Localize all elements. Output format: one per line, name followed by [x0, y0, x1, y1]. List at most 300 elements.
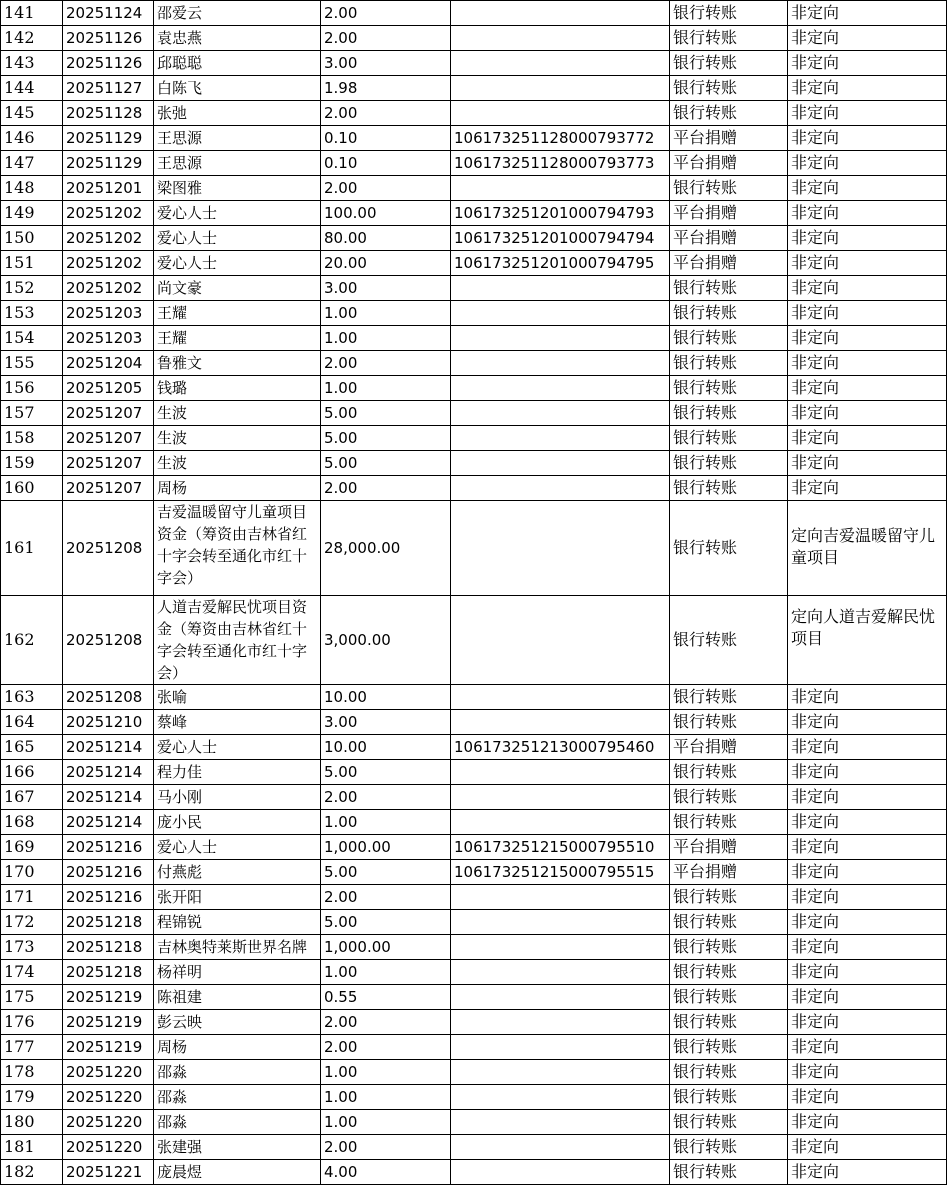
donation-type-cell: 非定向: [788, 101, 947, 126]
row-number-cell: 144: [1, 76, 63, 101]
amount-cell: 1.00: [321, 810, 451, 835]
donation-type-cell: 定向吉爱温暖留守儿童项目: [788, 501, 947, 596]
payment-method-cell: 银行转账: [670, 476, 788, 501]
table-row: [1, 810, 947, 835]
donation-type-cell: 非定向: [788, 251, 947, 276]
amount-cell: 3.00: [321, 276, 451, 301]
amount-cell: 10.00: [321, 685, 451, 710]
row-number-cell: 161: [1, 501, 63, 596]
row-number-cell: 175: [1, 985, 63, 1010]
reference-number-cell: [451, 426, 670, 451]
payment-method-cell: 银行转账: [670, 101, 788, 126]
date-cell: 20251207: [63, 476, 154, 501]
row-number-cell: 182: [1, 1160, 63, 1185]
row-number-cell: 159: [1, 451, 63, 476]
row-number-cell: 167: [1, 785, 63, 810]
reference-number-cell: 106173251128000793773: [451, 151, 670, 176]
table-row: [1, 251, 947, 276]
row-number-cell: 168: [1, 810, 63, 835]
donation-type-cell: 非定向: [788, 960, 947, 985]
table-row: [1, 351, 947, 376]
payment-method-cell: 银行转账: [670, 176, 788, 201]
payment-method-cell: 银行转账: [670, 276, 788, 301]
donation-type-cell: 非定向: [788, 1060, 947, 1085]
reference-number-cell: [451, 1085, 670, 1110]
reference-number-cell: [451, 985, 670, 1010]
donation-type-cell: 非定向: [788, 735, 947, 760]
donation-type-cell: 非定向: [788, 176, 947, 201]
donor-name-cell: 钱璐: [154, 376, 321, 401]
payment-method-cell: 银行转账: [670, 1085, 788, 1110]
row-number-cell: 152: [1, 276, 63, 301]
row-number-cell: 170: [1, 860, 63, 885]
donor-name-cell: 张喻: [154, 685, 321, 710]
date-cell: 20251218: [63, 960, 154, 985]
donor-name-cell: 爱心人士: [154, 226, 321, 251]
row-number-cell: 169: [1, 835, 63, 860]
table-row: [1, 376, 947, 401]
row-number-cell: 148: [1, 176, 63, 201]
donation-type-cell: 非定向: [788, 1160, 947, 1185]
donation-type-cell: 非定向: [788, 1, 947, 26]
date-cell: 20251207: [63, 426, 154, 451]
donor-name-cell: 张建强: [154, 1135, 321, 1160]
payment-method-cell: 平台捐赠: [670, 835, 788, 860]
amount-cell: 2.00: [321, 785, 451, 810]
date-cell: 20251205: [63, 376, 154, 401]
table-row: [1, 885, 947, 910]
date-cell: 20251210: [63, 710, 154, 735]
donor-name-cell: 白陈飞: [154, 76, 321, 101]
donor-name-cell: 王耀: [154, 326, 321, 351]
table-row: [1, 201, 947, 226]
reference-number-cell: [451, 1010, 670, 1035]
payment-method-cell: 银行转账: [670, 376, 788, 401]
amount-cell: 1.00: [321, 1085, 451, 1110]
date-cell: 20251207: [63, 451, 154, 476]
donor-name-cell: 张弛: [154, 101, 321, 126]
donation-type-cell: 非定向: [788, 126, 947, 151]
donor-name-cell: 王思源: [154, 151, 321, 176]
payment-method-cell: 银行转账: [670, 26, 788, 51]
row-number-cell: 155: [1, 351, 63, 376]
donor-name-cell: 陈祖建: [154, 985, 321, 1010]
reference-number-cell: [451, 1035, 670, 1060]
donor-name-cell: 吉爱温暖留守儿童项目资金（筹资由吉林省红十字会转至通化市红十字会）: [154, 501, 321, 596]
row-number-cell: 179: [1, 1085, 63, 1110]
payment-method-cell: 平台捐赠: [670, 126, 788, 151]
donor-name-cell: 邵淼: [154, 1110, 321, 1135]
donor-name-cell: 爱心人士: [154, 201, 321, 226]
payment-method-cell: 银行转账: [670, 501, 788, 596]
payment-method-cell: 银行转账: [670, 760, 788, 785]
reference-number-cell: [451, 810, 670, 835]
reference-number-cell: [451, 1, 670, 26]
reference-number-cell: [451, 376, 670, 401]
reference-number-cell: 106173251215000795510: [451, 835, 670, 860]
amount-cell: 5.00: [321, 760, 451, 785]
amount-cell: 0.55: [321, 985, 451, 1010]
reference-number-cell: [451, 785, 670, 810]
payment-method-cell: 银行转账: [670, 1160, 788, 1185]
amount-cell: 2.00: [321, 1035, 451, 1060]
donor-name-cell: 吉林奥特莱斯世界名牌: [154, 935, 321, 960]
donation-type-cell: 非定向: [788, 326, 947, 351]
row-number-cell: 145: [1, 101, 63, 126]
payment-method-cell: 银行转账: [670, 1060, 788, 1085]
table-row: [1, 1010, 947, 1035]
payment-method-cell: 平台捐赠: [670, 860, 788, 885]
amount-cell: 1.00: [321, 1060, 451, 1085]
table-row: [1, 1060, 947, 1085]
donation-type-cell: 非定向: [788, 1035, 947, 1060]
ledger-body: [1, 1, 947, 1185]
payment-method-cell: 银行转账: [670, 1135, 788, 1160]
reference-number-cell: [451, 1135, 670, 1160]
payment-method-cell: 银行转账: [670, 451, 788, 476]
row-number-cell: 160: [1, 476, 63, 501]
reference-number-cell: [451, 51, 670, 76]
table-row: [1, 685, 947, 710]
payment-method-cell: 银行转账: [670, 596, 788, 685]
date-cell: 20251221: [63, 1160, 154, 1185]
reference-number-cell: [451, 501, 670, 596]
table-row: [1, 960, 947, 985]
amount-cell: 0.10: [321, 151, 451, 176]
date-cell: 20251126: [63, 51, 154, 76]
donor-name-cell: 鲁雅文: [154, 351, 321, 376]
date-cell: 20251220: [63, 1060, 154, 1085]
reference-number-cell: [451, 101, 670, 126]
table-row: [1, 126, 947, 151]
amount-cell: 5.00: [321, 910, 451, 935]
donor-name-cell: 生波: [154, 426, 321, 451]
donation-type-cell: 非定向: [788, 885, 947, 910]
amount-cell: 2.00: [321, 476, 451, 501]
table-row: [1, 935, 947, 960]
date-cell: 20251218: [63, 910, 154, 935]
reference-number-cell: [451, 176, 670, 201]
amount-cell: 1.00: [321, 326, 451, 351]
date-cell: 20251203: [63, 326, 154, 351]
table-row: [1, 101, 947, 126]
donor-name-cell: 庞晨煜: [154, 1160, 321, 1185]
payment-method-cell: 银行转账: [670, 910, 788, 935]
amount-cell: 3.00: [321, 710, 451, 735]
donor-name-cell: 彭云映: [154, 1010, 321, 1035]
amount-cell: 5.00: [321, 401, 451, 426]
payment-method-cell: 银行转账: [670, 351, 788, 376]
reference-number-cell: 10617325112800079377​2: [451, 126, 670, 151]
donor-name-cell: 袁忠燕: [154, 26, 321, 51]
amount-cell: 100.00: [321, 201, 451, 226]
date-cell: 20251219: [63, 1035, 154, 1060]
donation-type-cell: 非定向: [788, 451, 947, 476]
amount-cell: 2.00: [321, 26, 451, 51]
reference-number-cell: [451, 1060, 670, 1085]
table-row: [1, 501, 947, 596]
table-row: [1, 710, 947, 735]
date-cell: 20251124: [63, 1, 154, 26]
amount-cell: 0.10: [321, 126, 451, 151]
reference-number-cell: [451, 910, 670, 935]
row-number-cell: 177: [1, 1035, 63, 1060]
reference-number-cell: [451, 885, 670, 910]
donation-type-cell: 非定向: [788, 685, 947, 710]
payment-method-cell: 平台捐赠: [670, 251, 788, 276]
date-cell: 20251220: [63, 1110, 154, 1135]
table-row: [1, 476, 947, 501]
date-cell: 20251203: [63, 301, 154, 326]
amount-cell: 5.00: [321, 426, 451, 451]
donor-name-cell: 生波: [154, 451, 321, 476]
date-cell: 20251202: [63, 226, 154, 251]
table-row: [1, 860, 947, 885]
table-row: [1, 326, 947, 351]
donor-name-cell: 爱心人士: [154, 251, 321, 276]
date-cell: 20251126: [63, 26, 154, 51]
date-cell: 20251202: [63, 276, 154, 301]
payment-method-cell: 平台捐赠: [670, 201, 788, 226]
donor-name-cell: 周杨: [154, 476, 321, 501]
table-row: [1, 451, 947, 476]
donation-type-cell: 非定向: [788, 26, 947, 51]
date-cell: 20251216: [63, 885, 154, 910]
donation-type-cell: 非定向: [788, 1110, 947, 1135]
date-cell: 20251216: [63, 860, 154, 885]
donor-name-cell: 付燕彪: [154, 860, 321, 885]
payment-method-cell: 银行转账: [670, 326, 788, 351]
reference-number-cell: [451, 476, 670, 501]
reference-number-cell: [451, 760, 670, 785]
reference-number-cell: [451, 710, 670, 735]
reference-number-cell: [451, 1110, 670, 1135]
date-cell: 20251129: [63, 151, 154, 176]
donation-type-cell: 非定向: [788, 1135, 947, 1160]
row-number-cell: 157: [1, 401, 63, 426]
table-row: [1, 1110, 947, 1135]
row-number-cell: 178: [1, 1060, 63, 1085]
row-number-cell: 171: [1, 885, 63, 910]
donation-type-cell: 非定向: [788, 426, 947, 451]
donation-type-cell: 非定向: [788, 1085, 947, 1110]
donation-type-cell: 非定向: [788, 760, 947, 785]
donation-type-cell: 非定向: [788, 476, 947, 501]
date-cell: 20251202: [63, 251, 154, 276]
table-row: [1, 1160, 947, 1185]
date-cell: 20251214: [63, 785, 154, 810]
amount-cell: 28,000.00: [321, 501, 451, 596]
donor-name-cell: 程力佳: [154, 760, 321, 785]
donation-type-cell: 非定向: [788, 226, 947, 251]
donor-name-cell: 爱心人士: [154, 835, 321, 860]
table-row: [1, 835, 947, 860]
row-number-cell: 149: [1, 201, 63, 226]
row-number-cell: 156: [1, 376, 63, 401]
donation-type-cell: 非定向: [788, 401, 947, 426]
donation-type-cell: 非定向: [788, 1010, 947, 1035]
reference-number-cell: [451, 276, 670, 301]
donor-name-cell: 庞小民: [154, 810, 321, 835]
payment-method-cell: 银行转账: [670, 885, 788, 910]
row-number-cell: 142: [1, 26, 63, 51]
date-cell: 20251128: [63, 101, 154, 126]
table-row: [1, 985, 947, 1010]
payment-method-cell: 银行转账: [670, 685, 788, 710]
table-row: [1, 26, 947, 51]
row-number-cell: 146: [1, 126, 63, 151]
date-cell: 20251208: [63, 685, 154, 710]
reference-number-cell: [451, 1160, 670, 1185]
reference-number-cell: [451, 401, 670, 426]
donation-type-cell: 非定向: [788, 935, 947, 960]
amount-cell: 80.00: [321, 226, 451, 251]
row-number-cell: 147: [1, 151, 63, 176]
payment-method-cell: 银行转账: [670, 985, 788, 1010]
date-cell: 20251208: [63, 501, 154, 596]
donor-name-cell: 尚文豪: [154, 276, 321, 301]
reference-number-cell: 106173251201000794794: [451, 226, 670, 251]
reference-number-cell: [451, 26, 670, 51]
table-row: [1, 1035, 947, 1060]
table-row: [1, 596, 947, 685]
amount-cell: 5.00: [321, 451, 451, 476]
donation-type-cell: 非定向: [788, 376, 947, 401]
row-number-cell: 150: [1, 226, 63, 251]
donor-name-cell: 蔡峰: [154, 710, 321, 735]
donor-name-cell: 邵爱云: [154, 1, 321, 26]
amount-cell: 3.00: [321, 51, 451, 76]
amount-cell: 10.00: [321, 735, 451, 760]
date-cell: 20251220: [63, 1135, 154, 1160]
reference-number-cell: 106173251215000795515: [451, 860, 670, 885]
row-number-cell: 153: [1, 301, 63, 326]
date-cell: 20251218: [63, 935, 154, 960]
donation-type-cell: 非定向: [788, 835, 947, 860]
donation-type-cell: 非定向: [788, 710, 947, 735]
amount-cell: 2.00: [321, 351, 451, 376]
row-number-cell: 163: [1, 685, 63, 710]
amount-cell: 20.00: [321, 251, 451, 276]
donor-name-cell: 程锦锐: [154, 910, 321, 935]
date-cell: 20251219: [63, 985, 154, 1010]
row-number-cell: 158: [1, 426, 63, 451]
date-cell: 20251219: [63, 1010, 154, 1035]
table-row: [1, 76, 947, 101]
date-cell: 20251202: [63, 201, 154, 226]
donor-name-cell: 邵淼: [154, 1060, 321, 1085]
payment-method-cell: 银行转账: [670, 301, 788, 326]
table-row: [1, 1135, 947, 1160]
row-number-cell: 174: [1, 960, 63, 985]
payment-method-cell: 银行转账: [670, 1010, 788, 1035]
donation-type-cell: 非定向: [788, 51, 947, 76]
donor-name-cell: 生波: [154, 401, 321, 426]
donation-type-cell: 非定向: [788, 810, 947, 835]
payment-method-cell: 银行转账: [670, 935, 788, 960]
amount-cell: 2.00: [321, 1, 451, 26]
table-row: [1, 910, 947, 935]
date-cell: 20251216: [63, 835, 154, 860]
amount-cell: 2.00: [321, 1135, 451, 1160]
table-row: [1, 401, 947, 426]
payment-method-cell: 银行转账: [670, 960, 788, 985]
date-cell: 20251201: [63, 176, 154, 201]
row-number-cell: 180: [1, 1110, 63, 1135]
payment-method-cell: 银行转账: [670, 1035, 788, 1060]
payment-method-cell: 银行转账: [670, 51, 788, 76]
date-cell: 20251207: [63, 401, 154, 426]
payment-method-cell: 平台捐赠: [670, 735, 788, 760]
amount-cell: 1.98: [321, 76, 451, 101]
date-cell: 20251214: [63, 735, 154, 760]
date-cell: 20251214: [63, 760, 154, 785]
reference-number-cell: 106173251213000795460: [451, 735, 670, 760]
reference-number-cell: [451, 685, 670, 710]
row-number-cell: 143: [1, 51, 63, 76]
amount-cell: 1,000.00: [321, 835, 451, 860]
payment-method-cell: 平台捐赠: [670, 151, 788, 176]
date-cell: 20251129: [63, 126, 154, 151]
date-cell: 20251208: [63, 596, 154, 685]
payment-method-cell: 银行转账: [670, 76, 788, 101]
donor-name-cell: 张开阳: [154, 885, 321, 910]
row-number-cell: 141: [1, 1, 63, 26]
row-number-cell: 166: [1, 760, 63, 785]
donor-name-cell: 梁图雅: [154, 176, 321, 201]
donor-name-cell: 王思源: [154, 126, 321, 151]
donor-name-cell: 周杨: [154, 1035, 321, 1060]
row-number-cell: 162: [1, 596, 63, 685]
reference-number-cell: [451, 935, 670, 960]
table-row: [1, 176, 947, 201]
payment-method-cell: 平台捐赠: [670, 226, 788, 251]
table-row: [1, 51, 947, 76]
reference-number-cell: [451, 960, 670, 985]
donation-type-cell: 非定向: [788, 276, 947, 301]
date-cell: 20251204: [63, 351, 154, 376]
table-row: [1, 760, 947, 785]
donor-name-cell: 王耀: [154, 301, 321, 326]
donor-name-cell: 杨祥明: [154, 960, 321, 985]
donor-name-cell: 人道吉爱解民忧项目资金（筹资由吉林省红十字会转至通化市红十字会）: [154, 596, 321, 685]
table-row: [1, 1, 947, 26]
donor-name-cell: 邵淼: [154, 1085, 321, 1110]
amount-cell: 1.00: [321, 301, 451, 326]
payment-method-cell: 银行转账: [670, 785, 788, 810]
table-row: [1, 276, 947, 301]
table-row: [1, 785, 947, 810]
amount-cell: 4.00: [321, 1160, 451, 1185]
payment-method-cell: 银行转账: [670, 1, 788, 26]
amount-cell: 1.00: [321, 376, 451, 401]
donor-name-cell: 马小刚: [154, 785, 321, 810]
reference-number-cell: [451, 596, 670, 685]
amount-cell: 2.00: [321, 176, 451, 201]
donor-name-cell: 爱心人士: [154, 735, 321, 760]
reference-number-cell: [451, 301, 670, 326]
row-number-cell: 151: [1, 251, 63, 276]
donation-type-cell: 定向人道吉爱解民忧项目: [788, 596, 947, 685]
reference-number-cell: [451, 451, 670, 476]
table-row: [1, 1085, 947, 1110]
amount-cell: 5.00: [321, 860, 451, 885]
table-row: [1, 226, 947, 251]
amount-cell: 1.00: [321, 1110, 451, 1135]
donation-type-cell: 非定向: [788, 151, 947, 176]
donation-type-cell: 非定向: [788, 785, 947, 810]
row-number-cell: 176: [1, 1010, 63, 1035]
